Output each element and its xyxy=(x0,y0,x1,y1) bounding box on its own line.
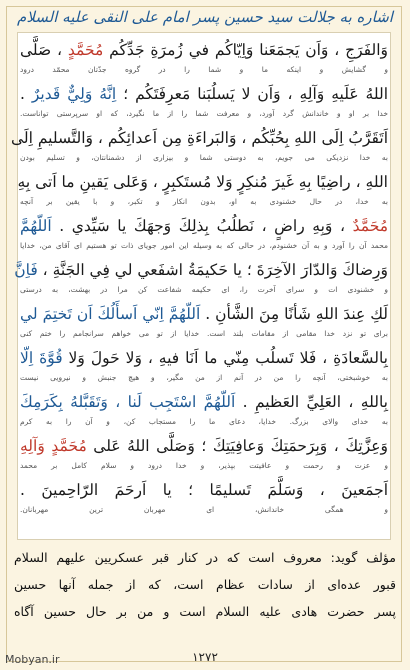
translation-phrase: اى حكيمه شفاعت كن مرا xyxy=(117,285,230,294)
page-title: اشاره به جلالت سید حسین پسر امام علی النقی علیه السلام xyxy=(17,8,393,26)
commentary-line: پسر حضرت هادى عليه السلام است و من بر حال حسين آگاه xyxy=(14,604,396,619)
arabic-line xyxy=(20,478,388,502)
translation-phrase: و با يقين بر آنچه xyxy=(20,197,115,206)
translation-phrase: و به آن خشنودم، xyxy=(269,241,328,250)
translation-phrase: و اينكه ما و شما را xyxy=(184,65,324,74)
arabic-line xyxy=(17,170,388,194)
translation-phrase: و خشنودى ات xyxy=(328,285,388,294)
translation-phrase: و همگى خاندانش، xyxy=(254,505,388,514)
verse-row xyxy=(20,302,388,342)
translation-phrase: بر محمد xyxy=(20,461,58,470)
translation-phrase: والاى بزرگ. xyxy=(289,417,339,426)
translation-phrase: محمد آن را آورد xyxy=(331,241,388,250)
translation-phrase: در گروه جدّتان xyxy=(88,65,166,74)
arabic-line xyxy=(20,38,388,62)
verse-row xyxy=(14,258,388,298)
persian-translation-line xyxy=(20,328,388,340)
translation-phrase: و آن را xyxy=(65,417,110,426)
translation-phrase: و عزت xyxy=(354,461,388,470)
page-number: ۱۲۷۲ xyxy=(192,650,218,664)
verse-row xyxy=(20,82,388,122)
persian-translation-line xyxy=(20,504,388,516)
arabic-fragment: وَعِزَّتِكَ ، وَبِرَحمَتِكَ وَعافِيَتِكَ ؛ وَصَلَّى اللهُ عَلى xyxy=(86,437,388,455)
translation-phrase: به دوستى شما xyxy=(199,153,264,162)
arabic-fragment: اَللّهُمَّ xyxy=(20,217,52,235)
translation-phrase: كه او سرپرستى تواناست. xyxy=(20,109,118,118)
arabic-fragment: مُحَمَّدٍ وَآلِهِ xyxy=(20,437,87,455)
translation-phrase: به خوشبختى، xyxy=(337,373,388,382)
arabic-line xyxy=(20,390,388,414)
verse-row xyxy=(10,126,388,166)
arabic-fragment: مُحَمَّدٌ xyxy=(352,217,388,235)
arabic-fragment: اللهُ عَلَيهِ وَآلِهِ ، وَاَن لا يَسلُبَنا مَعرِفَتَكُم ؛ xyxy=(116,85,389,103)
translation-phrase: از مقامات بلند است. xyxy=(206,329,289,338)
translation-phrase: و گشايش xyxy=(341,65,388,74)
translation-phrase: اى مهربان ترين xyxy=(89,505,215,514)
translation-phrase: به خدا نزديكى مى جويم، xyxy=(275,153,388,162)
translation-phrase: خدايا xyxy=(20,241,36,250)
translation-phrase: در بهشت، xyxy=(68,285,108,294)
translation-phrase: براى تو نزد خدا مقامى xyxy=(296,329,388,338)
arabic-fragment: اَللّهُمَّ اِنّي اَسأَلُكَ اَن تَختِمَ لي xyxy=(20,305,201,323)
translation-phrase: خدايا، دعاى ما را مستجاب كن، xyxy=(123,417,277,426)
arabic-fragment: قُوَّةَ اِلّا xyxy=(20,349,63,367)
translation-phrase: در حال خشنودى به او، بدون انكار و تكبر، xyxy=(127,197,343,206)
arabic-fragment: وَرِضاكَ وَالدّارَ الآخِرَةَ ؛ يا حَكيمَةُ اشفَعي لي فِي الجَنَّةِ ، xyxy=(37,261,388,279)
persian-translation-line xyxy=(20,108,388,120)
commentary-line: قبور عده‌ای از سادات عظام است، كه از جمله آنها حسين xyxy=(14,577,396,592)
persian-translation-line xyxy=(20,284,388,296)
translation-phrase: گرد آورد، xyxy=(259,109,294,118)
translation-phrase: محمّد xyxy=(52,65,70,74)
arabic-line xyxy=(20,82,388,106)
arabic-fragment: اللهِ ، راضِيًا بِهِ غَيرَ مُنكِرٍ وَلا مُستَكبِرٍ ، وَعَلى يَقينِ ما اَتى بِهِ xyxy=(17,173,388,191)
arabic-fragment: فَاِنَّ xyxy=(14,261,38,279)
translation-phrase: به كرم xyxy=(20,417,53,426)
arabic-fragment: اِنَّهُ وَلِيٌّ قَديرٌ xyxy=(31,85,117,103)
translation-phrase: خدا بر او و خاندانش xyxy=(302,109,388,118)
persian-translation-line xyxy=(20,372,388,384)
translation-phrase: از تو مى خواهم سرانجامم را ختم كنى xyxy=(20,329,177,338)
arabic-fragment: مُحَمَّدٍ xyxy=(67,41,104,59)
verse-row xyxy=(20,390,388,430)
translation-phrase: و سراى آخرت را، xyxy=(239,285,319,294)
translation-phrase: به خداى xyxy=(351,417,389,426)
translation-phrase: در حالى كه به وسيله اين امور جويای ذات تو هستيم اى آقاى من، xyxy=(39,241,266,250)
arabic-line xyxy=(20,434,388,458)
persian-translation-line xyxy=(20,416,388,428)
arabic-fragment: ، وَبِهِ راضٍ ، نَطلُبُ بِذلِكَ وَجهَكَ يا سَيِّدي . xyxy=(51,217,353,235)
persian-translation-line xyxy=(20,240,388,252)
translation-phrase: و هيچ جنبش و نيرويى نيست xyxy=(20,373,155,382)
arabic-fragment: اَجمَعينَ ، وَسَلَّمَ تَسليمًا ؛ يا اَرحَمَ الرّاحِمينَ . xyxy=(20,481,388,499)
persian-translation-line xyxy=(20,152,388,164)
arabic-line xyxy=(14,258,388,282)
translation-phrase: به درستى xyxy=(20,285,59,294)
verse-row xyxy=(20,434,388,474)
arabic-fragment: بِالسَّعادَةِ ، فَلا تَسلُب مِنّي ما اَنَا فيهِ ، وَلا حَولَ وَلا xyxy=(62,349,388,367)
verse-row xyxy=(20,346,388,386)
verse-row xyxy=(20,214,388,254)
translation-phrase: و معرفت شما را از ما نگيرد، xyxy=(126,109,252,118)
persian-translation-line xyxy=(20,64,388,76)
arabic-fragment: اَللّهُمَّ اسْتَجِب لَنا ، وَتَقَبَّلهُ بِكَرَمِكَ xyxy=(20,393,236,411)
translation-phrase: آنچه را من در آنم از من مگير، xyxy=(166,373,326,382)
arabic-fragment: . xyxy=(20,85,32,103)
arabic-fragment: وَالفَرَجِ ، وَاَن يَجمَعَنا وَاِيّاكُم في زُمرَةِ جَدِّكُم xyxy=(103,41,389,59)
arabic-line xyxy=(20,302,388,326)
translation-phrase: و تسليم بودن xyxy=(20,153,80,162)
verse-row xyxy=(20,478,388,518)
arabic-line xyxy=(20,214,388,238)
persian-translation-line xyxy=(20,196,388,208)
translation-phrase: و بيزارى از دشمنانتان، xyxy=(91,153,189,162)
arabic-line xyxy=(10,126,388,150)
verse-row xyxy=(20,38,388,78)
arabic-fragment: اَتَقَرَّبُ اِلَى اللهِ بِحُبِّكُم ، وَالبَراءَةِ مِن اَعدائِكُم ، وَالتَّسليمِ اِلَى xyxy=(10,129,388,147)
translation-phrase: خدايا xyxy=(184,329,200,338)
arabic-fragment: ، صَلَّى xyxy=(20,41,68,59)
commentary-line: مؤلف گويد: معروف است كه در كنار قبر عسكريين عليهم السلام xyxy=(14,550,396,565)
translation-phrase: به خدا، xyxy=(355,197,388,206)
arabic-line xyxy=(20,346,388,370)
persian-translation-line xyxy=(20,460,388,472)
translation-phrase: و رحمت و عافيتت بپذير، xyxy=(218,461,341,470)
arabic-fragment: بِاللهِ ، العَلِيِّ العَظيمِ . xyxy=(235,393,388,411)
translation-phrase: مهربانان. xyxy=(20,505,49,514)
arabic-fragment: لَكِ عِندَ اللهِ شَأنًا مِنَ الشَّأنِ . xyxy=(200,305,388,323)
translation-phrase: و خدا درود و سلام كامل xyxy=(71,461,205,470)
site-watermark: Mobyan.ir xyxy=(5,653,60,666)
translation-phrase: درود xyxy=(20,65,34,74)
verse-row xyxy=(17,170,388,210)
